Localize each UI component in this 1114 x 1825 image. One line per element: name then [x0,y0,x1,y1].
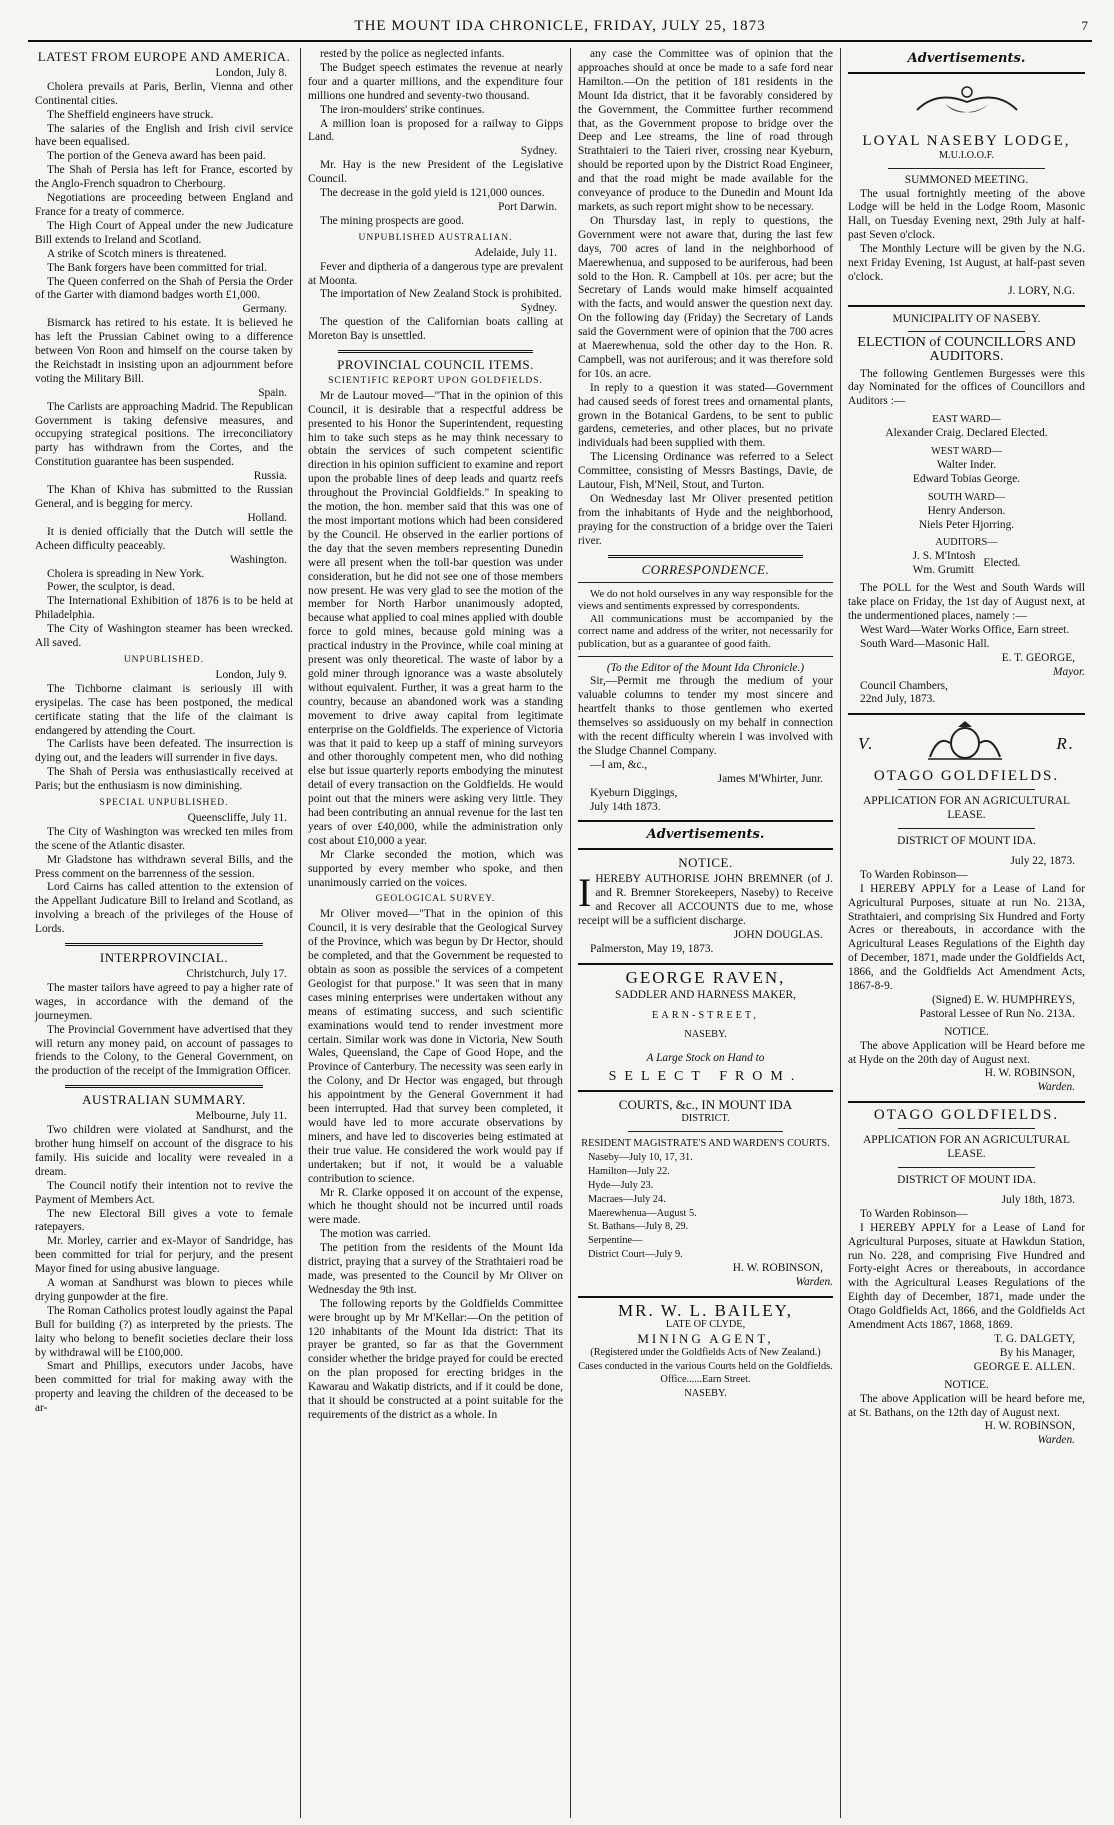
application-title: APPLICATION FOR AN AGRICULTURAL LEASE. [863,795,1070,822]
article-paragraph: The Carlists are approaching Madrid. The Republican Government is taking defensive measures, and occupying strategical positions. The irreconciliatory party has withdrawn from the Cortes, and the Constitution guarantee has been suspended. [35,400,293,469]
rule [578,656,833,657]
article-paragraph: The portion of the Geneva award has been paid. [47,150,266,163]
article-paragraph: Power, the sculptor, is dead. [47,581,175,594]
notice-signature: H. W. ROBINSON, [984,1420,1075,1433]
article-paragraph: The new Electoral Bill gives a vote to female ratepayers. [35,1207,293,1234]
article-paragraph: On Thursday last, in reply to questions, the Government were not aware that, during the last few days, 700 acres of land in the neighborhood of Maerewhenua, and supposed to be auriferous, had been sold to the Hon. R. Campbell at 10s. per acre; but the Secretary of Lands would make himself acquainted with the facts, and would answer the question next day. On the following day (Friday) the Secretary of Lands said the Government were of opinion that the 700 acres at Maerewhenua, sold the other day to the Hon. R. Campbell, was not auriferous; and it was therefore sold for 10s. an acre. [578,214,833,380]
column-4 [840,48,1092,1818]
auditors-block [848,550,1085,578]
article-paragraph: The salaries of the English and Irish civil service have been equalised. [35,122,293,149]
notice-body: HEREBY AUTHORISE JOHN BREMNER (of J. and R. Bremner Storekeepers, Naseby) to Receive and Recover all ACCOUNTS due to me, whose receipt will be a sufficient discharge. [578,873,833,927]
rule [628,1131,783,1132]
article-paragraph: The High Court of Appeal under the new Judicature Bill extends to Ireland and Scotland. [35,219,293,246]
east-ward: EAST WARD— [932,414,1001,426]
article-paragraph: A million loan is proposed for a railway to Gipps Land. [308,117,563,144]
application-role: Pastoral Lessee of Run No. 213A. [919,1007,1075,1020]
rule [888,168,1045,169]
article-paragraph: The question of the Californian boats calling at Moreton Bay is unsettled. [308,316,563,343]
dateline: Port Darwin. [498,200,557,213]
courts-heading: RESIDENT MAGISTRATE'S AND WARDEN'S COURTS. [581,1137,830,1149]
court-sitting: Macraes—July 24. [588,1193,666,1205]
notice-signature: JOHN DOUGLAS. [733,928,823,941]
district-title: DISTRICT OF MOUNT IDA. [897,1174,1036,1186]
election-title: ELECTION of COUNCILLORS AND AUDITORS. [857,334,1076,364]
application-to: To Warden Robinson— [860,1207,968,1220]
article-paragraph: The Khan of Khiva has submitted to the Russian General, and is begging for mercy. [35,484,293,510]
raven-trade: SADDLER AND HARNESS MAKER, [614,988,796,1001]
poll-signature: E. T. GEORGE, [1001,651,1075,664]
lodge-signature: J. LORY, N.G. [1008,284,1075,297]
section-heading: LATEST FROM EUROPE AND AMERICA. [37,49,291,64]
correspondence-note: We do not hold ourselves in any way responsible for the views and sentiments expressed by correspondents. [578,587,833,613]
bailey-late: LATE OF CLYDE, [665,1318,746,1330]
separator [65,1085,263,1088]
section-heading: AUSTRALIAN SUMMARY. [82,1092,246,1108]
municipality-title: MUNICIPALITY OF NASEBY. [892,312,1041,325]
article-paragraph: rested by the police as neglected infants. [320,48,505,60]
rule [578,848,833,850]
correspondence-note: All communications must be accompanied by the correct name and address of the writer, not necessarily for publication, but as a guarantee of good faith. [578,612,833,650]
lodge-meeting: SUMMONED MEETING. [904,173,1029,186]
bailey-office: Office......Earn Street. [660,1374,751,1386]
article-paragraph: Mr Oliver moved—"That in the opinion of this Council, it is very desirable that the Geological Survey of the Province, which was begun by Dr Hector, should be completed, and that the Government be requested to obtain as soon as possible the services of a competent Geologist for that purpose." It was seen that in many cases mining enterprises were undertaken without any means of estimating success, and such scientific examinations would tend to render investment more certain. Similar work was done in Victoria, New South Wales, Queensland, the Cape of Good Hope, and the Province of Canterbury. The necessity was seen early in the Colony, and Dr Hector was engaged, but through his appointment by the General Government it had been interrupted. Had that survey been completed, it would have led to more accurate observations by miners, and have led to discoveries being estimated at their true value. He considered the work would pay if undertaken; but if not, it would be a valuable contribution to science. [308,908,563,1185]
article-paragraph: Mr Gladstone has withdrawn several Bills, and the Press comment on the barrenness of the session. [35,853,293,880]
correspondence-heading: CORRESPONDENCE. [641,561,770,577]
raven-stock: A Large Stock on Hand to [646,1052,765,1065]
dateline: Queenscliffe, July 11. [187,811,287,824]
application-signature: (Signed) E. W. HUMPHREYS, [931,993,1075,1006]
article-paragraph: Cholera is spreading in New York. [47,567,205,580]
article-paragraph: Lord Cairns has called attention to the extension of the Appellant Judicature Bill to Ireland and Scotland, as involving a breach of the privileges of the House of Lords. [35,881,293,936]
auditors: AUDITORS— [935,537,998,549]
notice-heading: NOTICE. [678,855,733,871]
article-paragraph: The decrease in the gold yield is 121,000 ounces. [320,187,545,200]
article-paragraph: The Shah of Persia was enthusiastically received at Paris; but the enthusiasm is now diminishing. [35,766,293,793]
application-manager: GEORGE E. ALLEN. [973,1360,1075,1373]
auditors-names [913,550,976,578]
notice-text: The above Application will be heard before me, at St. Bathans, on the 12th day of August next. [848,1392,1085,1419]
dateline: Melbourne, July 11. [195,1110,287,1123]
west-ward-name: Edward Tobias George. [912,472,1021,485]
poll-west: West Ward—Water Works Office, Earn street. [860,623,1070,636]
dateline: Germany. [242,303,287,316]
correspondence-notes [578,588,833,651]
article-paragraph: Smart and Phillips, executors under Jacobs, have been committed for trial for making away with the property and leaving the children of the deceased to be ar- [35,1360,293,1415]
separator [338,350,533,353]
article-paragraph: Mr de Lautour moved—"That in the opinion of this Council, it is desirable that a respectful address be presented to his Honor the Superintendent, requesting him to take such steps as he may think necessary to obtain the services of such competent scientific direction in his opinion sufficient to examine and report upon the probable lines of deep leads and quartz reefs throughout the Provincial Goldfields." In speaking to the motion, the hon. member said that this was one of the most important motions which had been considered by the Council. He observed in the earlier portions of the day that the seven members representing Dunedin were all present when the toll-bar question was under consideration, but he did not see one of those members now present. He was very glad to see the motion of the member for North Harbor unanimously adopted, because what applied to coal mines applied with double force to gold mines, because gold mining was a practical industry in the Province, while coal mining at present was only theoretical. The waste of labor by a gold miner through ignorance was a waste absolutely without equivalent. Further, it was a great harm to the country, because an abandoned work was a standing movement to drive away capital from legitimate enterprise on the Goldfields. The experience of Victoria was that it paid to keep up a staff of mining surveyors and other thoroughly competent men, who did nothing else but issue quarterly reports embodying the minutest detail of every transaction on the Goldfields. He would point out that the miners were asking very little. They had been contributing an annual revenue for the last ten years of over £40,000, while the administration only cost about £10,000 a year. [308,389,563,847]
south-ward-name: Niels Peter Hjorring. [918,518,1015,531]
lodge-text: The usual fortnightly meeting of the above Lodge will be held in the Lodge Room, Masonic Hall, on Tuesday Evening next, 29th July at half-past Seven o'clock. [848,187,1085,242]
rule [898,1167,1035,1168]
drop-cap: I [578,870,592,916]
dateline: Adelaide, July 11. [474,246,557,259]
auditor-name: J. S. M'Intosh [912,550,976,563]
column-1 [28,48,300,1818]
article-paragraph: The City of Washington steamer has been wrecked. All saved. [35,623,293,650]
letter-to: (To the Editor of the Mount Ida Chronicle.) [606,661,805,674]
lodge-text: The Monthly Lecture will be given by the N.G. next Friday Evening, 1st August, at half-past seven o'clock. [848,243,1085,283]
bailey-town: NASEBY. [684,1388,727,1400]
court-sitting: District Court—July 9. [588,1249,683,1261]
advertisements-header: Advertisements. [907,51,1026,66]
masthead [28,14,1092,42]
poll-date: 22nd July, 1873. [860,693,936,706]
dateline: London, July 9. [215,668,287,681]
columns [28,48,1092,1818]
article-paragraph: The Queen conferred on the Shah of Persia the Order of the Garter with diamond badges worth £1,000. [35,275,293,302]
column-3 [570,48,840,1818]
separator [608,555,803,558]
article-paragraph: The Budget speech estimates the revenue at nearly four and a quarter millions, and the expenditure four millions one hundred and seventy-two thousand. [308,61,563,102]
article-paragraph: The International Exhibition of 1876 is to be held at Philadelphia. [35,595,293,622]
goldfields-title: OTAGO GOLDFIELDS. [873,768,1060,785]
article-paragraph: The Provincial Government have advertised that they will return any money paid, on account of passages to friends to the Colony, to the General Government, on the production of the receipt of the Immigration Officer. [35,1023,293,1078]
application-to: To Warden Robinson— [860,868,968,881]
rule [898,789,1035,790]
section-heading: INTERPROVINCIAL. [99,950,229,966]
crest-letter: V. [858,733,875,753]
article-paragraph: The Sheffield engineers have struck. [47,108,214,121]
dateline: Sydney. [520,302,557,315]
section-heading: PROVINCIAL COUNCIL ITEMS. [337,357,534,373]
article-paragraph: Mr Clarke seconded the motion, which was supported by every member who spoke, and then unanimously carried on the voices. [308,848,563,889]
bailey-trade: MINING AGENT, [637,1330,774,1346]
dateline: London, July 8. [215,66,287,79]
rule [848,305,1085,307]
auditor-name: Wm. Grumitt [912,564,974,577]
court-sitting: St. Bathans—July 8, 29. [588,1221,689,1233]
courts-subtitle: DISTRICT. [681,1113,730,1125]
west-ward-name: Walter Inder. [936,458,997,471]
dateline: Washington. [230,553,287,566]
article-paragraph: The importation of New Zealand Stock is prohibited. [320,288,562,301]
handshake-emblem-icon [848,80,1085,131]
masthead-title: THE MOUNT IDA CHRONICLE, FRIDAY, JULY 25, 1873 [354,18,766,34]
poll-place: Council Chambers, [860,679,948,692]
courts-role: Warden. [795,1276,833,1289]
dateline: Russia. [253,470,287,483]
notice-role: Warden. [1037,1434,1075,1447]
district-title: DISTRICT OF MOUNT IDA. [897,834,1036,847]
poll-south: South Ward—Masonic Hall. [860,637,990,650]
article-paragraph: The Roman Catholics protest loudly against the Papal Bull for building (?) as interpreted by the priests. The laity who belong to benefit societies declare their loss by withdrawal will be £100,000. [35,1304,293,1359]
royal-crest [848,721,1085,766]
rule [898,828,1035,829]
application-date: July 22, 1873. [1010,854,1075,867]
article-paragraph: Mr R. Clarke opposed it on account of the expense, which he thought should not be incurred until roads were made. [308,1186,563,1227]
raven-select: SELECT FROM. [608,1069,803,1085]
article-paragraph: The mining prospects are good. [320,214,464,227]
article-paragraph: The Tichborne claimant is seriously ill with erysipelas. The case has been postponed, the medical certificate stating that the life of the claimant is endangered by attending the Court. [35,682,293,737]
poll-text: The POLL for the West and South Wards will take place on Friday, the 1st day of August next, at the undermentioned places, namely :— [848,582,1085,622]
article-paragraph: It is denied officially that the Dutch will settle the Acheen difficulty peaceably. [35,525,293,552]
rule [578,1090,833,1092]
lodge-subtitle: M.U.I.O.O.F. [938,149,995,161]
column-3-articles [578,48,833,549]
court-sitting: Serpentine— [588,1235,643,1247]
letter-signature: James M'Whirter, Junr. [717,772,823,785]
article-paragraph: Mr. Morley, carrier and ex-Mayor of Sandridge, has been committed for trial for perjury, and the present Mayor fined for using abusive language. [35,1235,293,1276]
article-paragraph: The motion was carried. [320,1228,431,1241]
rule [578,820,833,822]
raven-name: GEORGE RAVEN, [625,967,786,987]
article-paragraph: The iron-moulders' strike continues. [320,103,485,116]
south-ward-name: Henry Anderson. [927,504,1006,517]
subheading: UNPUBLISHED AUSTRALIAN. [358,232,513,243]
poll-role: Mayor. [1053,665,1085,678]
dateline: Holland. [247,511,287,524]
auditors-elected: Elected. [983,557,1021,570]
article-paragraph: The City of Washington was wrecked ten miles from the scene of the Atlantic disaster. [35,825,293,852]
court-sitting: Hamilton—July 22. [588,1165,670,1177]
election-text: The following Gentlemen Burgesses were this day Nominated for the offices of Councillors and Auditors :— [848,367,1085,408]
notice-role: Warden. [1037,1081,1075,1094]
dateline: Sydney. [520,145,557,158]
crest-letter: R. [1056,733,1075,753]
dateline: Spain. [258,386,287,399]
courts-title: COURTS, &c., IN MOUNT IDA [618,1097,793,1113]
letter-close: —I am, &c., [590,758,648,771]
rule [908,331,1025,332]
article-paragraph: A strike of Scotch miners is threatened. [47,247,227,260]
letter-body: Sir,—Permit me through the medium of your valuable columns to tender my most sincere and heartfelt thanks to those gentlemen who exerted themselves so assiduously on my behalf in connection with the recent difficulty wherein I was involved with the Sludge Channel Company. [578,675,833,757]
article-paragraph: any case the Committee was of opinion that the approaches should at once be made to a safe ford near Hamilton.—On the petition of 181 residents in the Mount Ida district, that it be favorably considered by the Government, the Committee further recommend that, as the Government propose to bridge over the Deep and Lee streams, the line of road through Strathtaieri to the Taieri river, crossing near Kyeburn, should be reported upon by the District Road Engineer, and that the road might be made available for the conveyance of produce to the Dunedin and Mount Ida markets, as such report might show to be necessary. [578,48,833,213]
article-paragraph: The Council notify their intention not to revive the Payment of Members Act. [35,1179,293,1206]
application-body: I HEREBY APPLY for a Lease of Land for Agricultural Purposes, situate at run No. 213A, Strathtaieri, and comprising Six Hundred and Forty Acres or thereabouts, in accordance with the Agricultural Leases Regulations of the Eighth day of December, 1871, made under the Goldfields Act, 1866, and the Goldfields Act Amendment Acts, 1867-8-9. [848,882,1085,993]
rule [848,713,1085,715]
application-by: By his Manager, [999,1346,1075,1359]
letter-date: July 14th 1873. [590,800,661,813]
article-paragraph: The master tailors have agreed to pay a higher rate of wages, in accordance with the demand of the journeymen. [35,981,293,1022]
subheading: SPECIAL UNPUBLISHED. [99,798,229,809]
goldfields-title: OTAGO GOLDFIELDS. [873,1107,1060,1124]
raven-street: EARN-STREET, [651,1009,760,1021]
rule [848,1101,1085,1103]
notice-signature: H. W. ROBINSON, [984,1067,1075,1080]
article-paragraph: The Carlists have been defeated. The insurrection is dying out, and the leaders will surrender in five days. [35,738,293,765]
south-ward: SOUTH WARD— [927,491,1006,503]
dateline: Christchurch, July 17. [186,968,287,980]
article-paragraph: Mr. Hay is the new President of the Legislative Council. [308,159,563,186]
article-paragraph: The following reports by the Goldfields Committee were brought up by Mr M'Kellar:—On the petition of 120 inhabitants of the Mount Ida district: That its prayer be granted, so far as that the Government consider whether the bridge prayed for could be erected on the plan proposed for erecting bridges in the Kawarau and Wakatip districts, and if it could be done, that it should be constructed at a point suitable for the requirements of the district as a whole. In [308,1297,563,1421]
rule [848,72,1085,74]
subheading: UNPUBLISHED. [123,654,205,665]
article-paragraph: Negotiations are proceeding between England and France for a treaty of commerce. [35,192,293,218]
article-paragraph: A woman at Sandhurst was blown to pieces while drying gunpowder at the fire. [35,1277,293,1303]
courts-list [578,1151,833,1262]
article-paragraph: The Bank forgers have been committed for trial. [47,261,267,274]
article-paragraph: Fever and diptheria of a dangerous type are prevalent at Moonta. [308,260,563,287]
notice-date: Palmerston, May 19, 1873. [590,942,714,955]
column-2 [300,48,570,1818]
article-paragraph: In reply to a question it was stated—Government had caused seeds of forest trees and ornamental plants, grown in the Botanical Gardens, to be sent to public gardens, cemeteries, and other places, but no private individuals had been supplied with them. [578,381,833,450]
page-number: 7 [1081,18,1088,33]
notice-ad [578,870,833,929]
subheading: GEOLOGICAL SURVEY. [375,894,496,905]
application-date: July 18th, 1873. [1001,1193,1075,1206]
court-sitting: Maerewhenua—August 5. [588,1207,697,1219]
article-paragraph: The petition from the residents of the Mount Ida district, praying that a survey of the Strathtaieri road be made, was presented to the Council by Mr Oliver on Wednesday the 9th inst. [308,1242,563,1296]
notice-heading: NOTICE. [944,1025,989,1038]
application-body: I HEREBY APPLY for a Lease of Land for Agricultural Purposes, situate at Hawkdun Station, run No. 228, and comprising Five Hundred and Forty-eight Acres or thereabouts, in accordance with the Agricultural Leases Regulations of the Eighth day of December, 1871, made under the Otago Goldfields Act, 1866, and the Goldfields Act Amendment Acts 1867, 1868, 1869. [848,1221,1085,1332]
letter-place: Kyeburn Diggings, [590,786,678,799]
article-paragraph: Two children were violated at Sandhurst, and the brother hung himself on account of the disgrace to his family. His suicide and locality were revealed in a dream. [35,1124,293,1178]
article-paragraph: Cholera prevails at Paris, Berlin, Vienna and other Continental cities. [35,80,293,107]
advertisements-header: Advertisements. [646,827,765,843]
rule [578,963,833,965]
court-sitting: Naseby—July 10, 17, 31. [588,1151,693,1163]
bailey-name: MR. W. L. BAILEY, [618,1300,793,1320]
application-signature: T. G. DALGETY, [994,1332,1075,1345]
rule [578,1296,833,1298]
court-sitting: Hyde—July 23. [588,1179,654,1191]
article-paragraph: The Shah of Persia has left for France, escorted by the Anglo-French squadron to Cherbourg. [35,164,293,191]
lodge-name: LOYAL NASEBY LODGE, [862,132,1071,149]
notice-text: The above Application will be Heard before me at Hyde on the 20th day of August next. [848,1039,1085,1066]
separator [65,943,263,946]
east-ward-names: Alexander Craig. Declared Elected. [885,427,1048,440]
subheading: SCIENTIFIC REPORT UPON GOLDFIELDS. [328,375,543,386]
bailey-registration: (Registered under the Goldfields Acts of New Zealand.) [590,1346,821,1358]
application-title: APPLICATION FOR AN AGRICULTURAL LEASE. [863,1134,1070,1161]
west-ward: WEST WARD— [931,446,1002,458]
rule [898,1128,1035,1129]
article-paragraph: Bismarck has retired to his estate. It is believed he has left the Prussian Cabinet owing to a difference between Von Roon and himself on the course taken by the Reichstadt in insisting upon an adjournment before voting the Military Bill. [35,317,293,385]
article-paragraph: On Wednesday last Mr Oliver presented petition from the inhabitants of Hyde and the neighborhood, praying for the construction of a bridge over the Taieri river. [578,493,833,547]
notice-heading: NOTICE. [944,1378,989,1391]
bailey-courts: Cases conducted in the various Courts held on the Goldfields. [578,1360,833,1372]
royal-crest-icon [920,721,1010,766]
rule [578,582,833,583]
raven-town: NASEBY. [684,1029,727,1041]
courts-signature: H. W. ROBINSON, [732,1262,823,1275]
article-paragraph: The Licensing Ordinance was referred to a Select Committee, consisting of Messrs Bastings, Davie, de Lautour, Fish, M'Neil, Stout, and Turton. [578,451,833,492]
